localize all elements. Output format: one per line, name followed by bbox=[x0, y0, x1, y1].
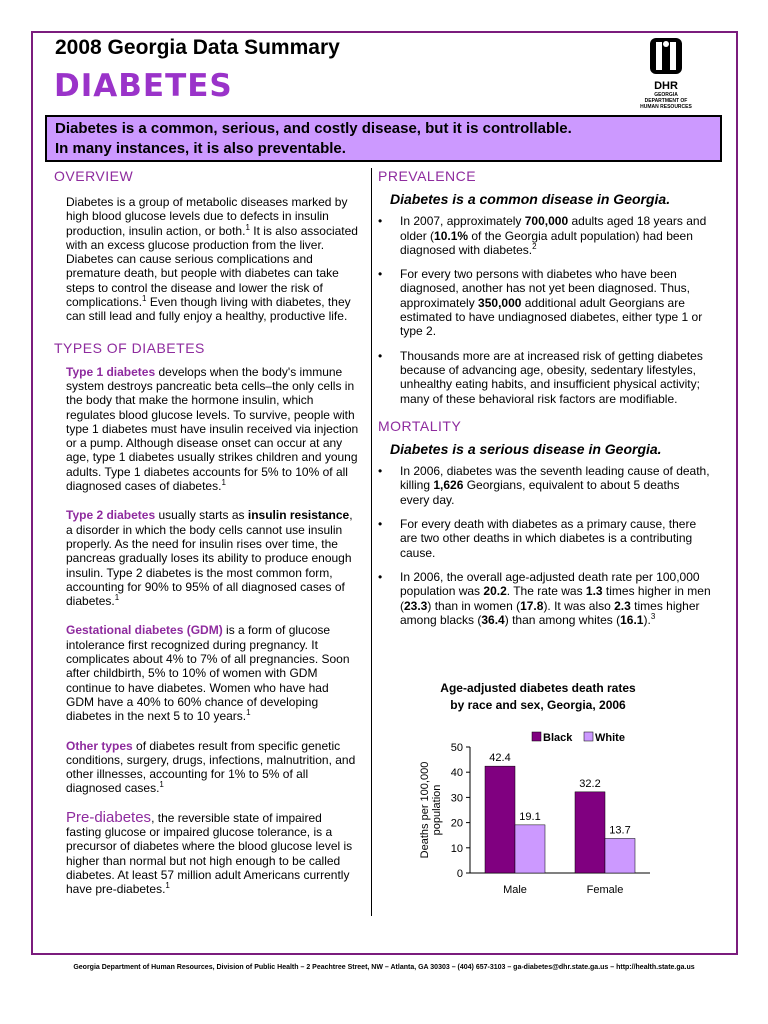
mort-b3-h: ). bbox=[643, 612, 651, 627]
y-axis-label-line-2: population bbox=[431, 784, 443, 836]
type2-keyword: Type 2 diabetes bbox=[66, 508, 156, 523]
other-types-text: of diabetes result from specific genetic conditions, surgery, drugs, infections, malnutrition, and other illnesses, accounting for 1% to 5% of all diagnosed cases. bbox=[66, 738, 356, 796]
type2-pre: usually starts as bbox=[155, 508, 248, 523]
gdm-keyword: Gestational diabetes (GDM) bbox=[66, 623, 223, 638]
left-column bbox=[54, 168, 359, 896]
type1-paragraph bbox=[54, 365, 359, 494]
data-label: 13.7 bbox=[609, 824, 631, 837]
prediabetes-text: , the reversible state of impaired fasting glucose or impaired glucose tolerance, is a precursor of diabetes where the blood glucose level is higher than normal but not high enough to be called diabetes. At least 57 million adult Americans currently have pre-diabetes. bbox=[66, 810, 353, 897]
prev-b1-c: adults aged 18 years and older ( bbox=[400, 214, 707, 243]
prev-b2-a: For every two persons with diabetes who have been diagnosed, another has not yet been diagnosed. Thus, approximately bbox=[400, 267, 690, 310]
prev-b2-count: 350,000 bbox=[478, 295, 522, 310]
overview-text-a: Diabetes is a group of metabolic diseases marked by high blood glucose levels due to defects in insulin production, insulin action, or both. bbox=[66, 195, 348, 238]
overview-text-b: It is also associated with an excess glucose production from the liver. Diabetes can cause serious complications and premature death, but people with diabetes can take steps to control the disease and lower the risk of complications. bbox=[66, 223, 358, 310]
mort-b3-v4: 17.8 bbox=[520, 598, 544, 613]
data-label: 19.1 bbox=[519, 810, 541, 823]
data-label: 32.2 bbox=[579, 777, 601, 790]
mort-b3-v5: 2.3 bbox=[614, 598, 631, 613]
chart-plot bbox=[378, 680, 712, 910]
x-tick-label: Male bbox=[503, 884, 527, 896]
legend-swatch-white bbox=[584, 732, 593, 741]
overview-heading: OVERVIEW bbox=[54, 168, 134, 184]
mort-b1-a: In 2006, diabetes was the seventh leading cause of death, killing bbox=[400, 464, 710, 493]
mort-b3-d: ) than in women ( bbox=[427, 598, 521, 613]
other-types-keyword: Other types bbox=[66, 738, 133, 753]
ref-mark: 1 bbox=[245, 222, 250, 232]
mort-b3-f: times higher among blacks ( bbox=[400, 598, 700, 627]
footer-contact: Georgia Department of Human Resources, Division of Public Health – 2 Peachtree Street, NW – Atlanta, GA 30303 – (404) 657-3103 – ga-diabetes@dhr.state.ga.us – http://health.state.ga.us bbox=[73, 964, 695, 971]
overview-text bbox=[54, 195, 359, 324]
types-heading: TYPES OF DIABETES bbox=[54, 339, 205, 356]
data-label: 42.4 bbox=[489, 752, 511, 765]
mortality-lead: Diabetes is a serious disease in Georgia. bbox=[390, 440, 662, 457]
gdm-text: is a form of glucose intolerance first recognized during pregnancy. It complicates about 4% to 7% of all pregnancies. Soon after childbirth, 5% to 10% of women with GDM continue to have diabetes. Women who have had GDM have a 40% to 60% chance of developing diabetes in the next 5 to 10 years. bbox=[66, 623, 350, 724]
mort-b1-c: Georgians, equivalent to about 5 deaths every day. bbox=[400, 478, 680, 507]
prediabetes-paragraph bbox=[54, 808, 359, 897]
mort-b3-v6: 36.4 bbox=[481, 612, 505, 627]
prevalence-bullet-1 bbox=[378, 214, 712, 257]
ref-mark: 3 bbox=[650, 611, 656, 621]
mort-b3-v3: 23.3 bbox=[404, 598, 428, 613]
y-tick-label: 50 bbox=[450, 742, 463, 754]
bar-black-female bbox=[575, 792, 605, 873]
bar-white-male bbox=[515, 825, 545, 873]
y-tick-label: 0 bbox=[456, 868, 463, 880]
y-tick-label: 10 bbox=[450, 842, 463, 855]
prevalence-heading: PREVALENCE bbox=[378, 168, 477, 184]
prevalence-list bbox=[378, 214, 712, 406]
key-message-callout bbox=[45, 115, 722, 162]
prev-b1-d: of the Georgia adult population) had been diagnosed with diabetes. bbox=[400, 228, 693, 257]
y-axis-label-line-1: Deaths per 100,000 bbox=[419, 761, 431, 859]
prediabetes-keyword: Pre-diabetes bbox=[66, 808, 152, 826]
mort-b1-count: 1,626 bbox=[433, 478, 464, 493]
mort-b3-b: . The rate was bbox=[506, 584, 586, 599]
prev-b1-a: In 2007, approximately bbox=[400, 214, 525, 229]
y-tick-label: 20 bbox=[450, 817, 463, 830]
mortality-list bbox=[378, 464, 712, 627]
ref-mark: 2 bbox=[532, 241, 537, 251]
other-types-paragraph bbox=[54, 739, 359, 796]
mort-b3-g: ) than among whites ( bbox=[504, 612, 621, 627]
mortality-heading: MORTALITY bbox=[378, 417, 462, 434]
document-headline: DIABETES bbox=[54, 68, 233, 104]
document-title: 2008 Georgia Data Summary bbox=[55, 36, 340, 59]
y-tick-label: 30 bbox=[450, 792, 463, 805]
logo-text: DHR bbox=[654, 80, 678, 92]
mortality-bullet-2: • For every death with diabetes as a primary cause, there are two other deaths in which diabetes is a contributing cause. bbox=[378, 517, 712, 560]
gdm-paragraph bbox=[54, 623, 359, 723]
bar-white-female bbox=[605, 838, 635, 873]
death-rate-chart bbox=[378, 680, 712, 910]
right-column bbox=[378, 168, 712, 637]
mort-b3-c: times higher in men ( bbox=[400, 584, 711, 613]
type1-text: develops when the body's immune system destroys pancreatic beta cells–the only cells in the body that make the hormone insulin, which regulates blood glucose levels. To survive, people with type 1 diabetes must have insulin received via injection or a pump. Although disease onset can occur at any age, type 1 diabetes usually strikes children and young adults. Type 1 diabetes accounts for 5% to 10% of all diagnosed cases of diabetes. bbox=[66, 364, 359, 494]
legend-label-white: White bbox=[595, 732, 625, 744]
prevalence-bullet-2 bbox=[378, 267, 712, 338]
ref-mark: 1 bbox=[159, 780, 164, 790]
ref-mark: 1 bbox=[221, 478, 226, 488]
prevalence-bullet-3: • Thousands more are at increased risk of getting diabetes because of advancing age, obesity, sedentary lifestyles, unhealthy eating habits, and insufficient physical activity; many of these behavioral risk factors are modifiable. bbox=[378, 349, 712, 406]
legend-swatch-black bbox=[532, 732, 541, 741]
prevalence-lead: Diabetes is a common disease in Georgia. bbox=[390, 191, 671, 207]
mort-b3-v1: 20.2 bbox=[483, 584, 507, 599]
logo-sub-3: HUMAN RESOURCES bbox=[640, 104, 692, 110]
ref-mark: 1 bbox=[142, 294, 147, 304]
overview-text-c: Even though living with diabetes, they can still lead and fully enjoy a healthy, productive life. bbox=[66, 295, 351, 324]
type2-paragraph bbox=[54, 508, 359, 608]
column-divider bbox=[371, 168, 372, 916]
insulin-resistance-term: insulin resistance bbox=[247, 508, 350, 523]
prev-b2-c: additional adult Georgians are estimated to have undiagnosed diabetes, either type 1 or type 2. bbox=[400, 295, 703, 339]
mort-b3-a: In 2006, the overall age-adjusted death rate per 100,000 population was bbox=[400, 569, 700, 599]
chart-title-line-2: by race and sex, Georgia, 2006 bbox=[450, 698, 626, 712]
ref-mark: 1 bbox=[246, 708, 251, 718]
type1-keyword: Type 1 diabetes bbox=[66, 364, 156, 379]
dhr-emblem-icon bbox=[648, 36, 684, 76]
ref-mark: 1 bbox=[165, 881, 170, 891]
legend-label-black: Black bbox=[543, 732, 573, 744]
callout-line-2: In many instances, it is also preventable. bbox=[55, 140, 346, 157]
mortality-bullet-3 bbox=[378, 570, 712, 627]
logo-sub-2: DEPARTMENT OF bbox=[644, 98, 688, 104]
mort-b3-e: ). It was also bbox=[543, 598, 615, 613]
bar-black-male bbox=[485, 766, 515, 873]
mort-b3-v2: 1.3 bbox=[585, 584, 603, 599]
mort-b3-v7: 16.1 bbox=[620, 612, 644, 627]
x-tick-label: Female bbox=[586, 884, 624, 896]
logo-sub-1: GEORGIA bbox=[654, 92, 678, 98]
mortality-bullet-1 bbox=[378, 464, 712, 507]
ref-mark: 1 bbox=[114, 593, 120, 603]
y-tick-label: 40 bbox=[450, 767, 463, 780]
prev-b1-count: 700,000 bbox=[524, 214, 569, 229]
type2-text: , a disorder in which the body cells cannot use insulin properly. As the need for insulin rises over time, the pancreas gradually loses its ability to produce enough insulin. Type 2 diabetes is the most common form, accounting for 90% to 95% of all diagnosed cases of diabetes. bbox=[66, 508, 353, 609]
chart-title-line-1: Age-adjusted diabetes death rates bbox=[440, 681, 636, 695]
prev-b1-pct: 10.1% bbox=[434, 228, 469, 243]
dhr-logo bbox=[640, 36, 692, 108]
callout-line-1: Diabetes is a common, serious, and costly disease, but it is controllable. bbox=[55, 120, 572, 137]
